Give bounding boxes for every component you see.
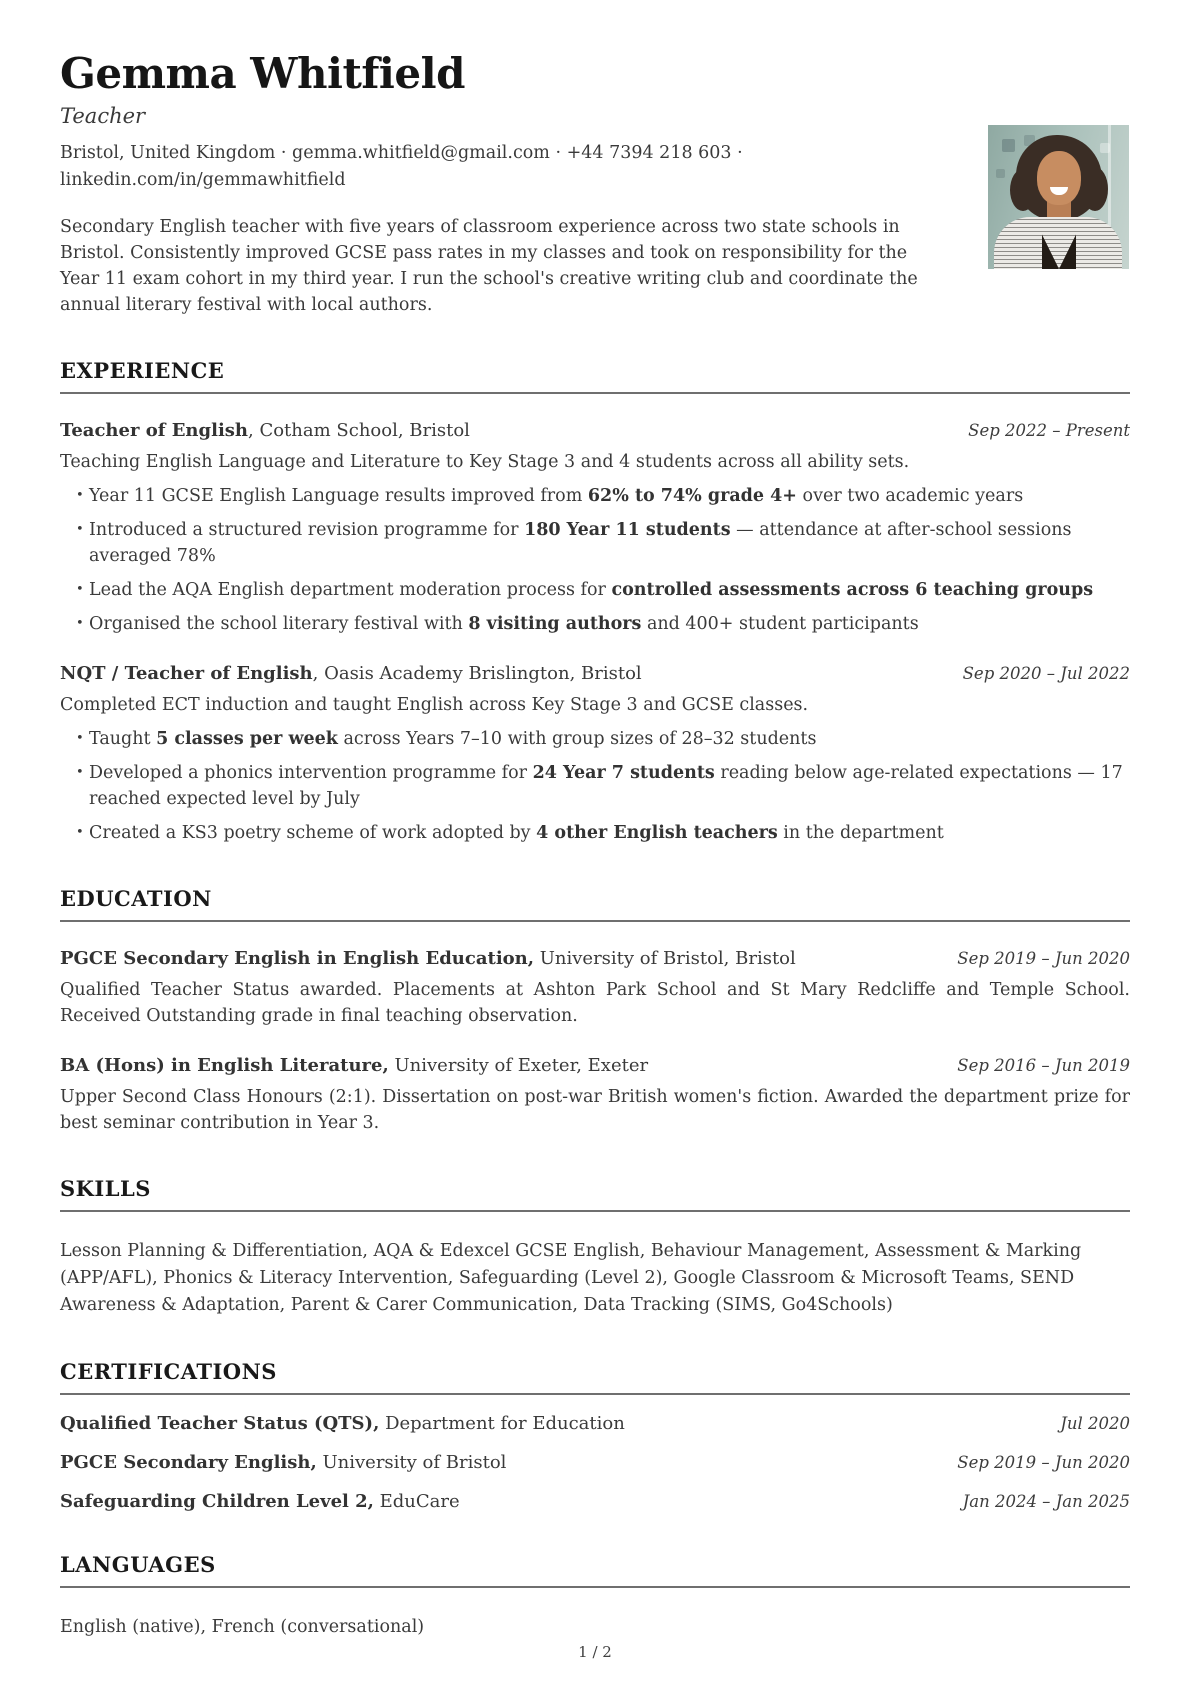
cert-date: Jul 2020 [1060, 1414, 1130, 1434]
bullet-item [60, 726, 1130, 752]
bullet-text: Lead the AQA English department moderation process for controlled assessments across 6 teaching groups [89, 580, 1094, 601]
cert-title-line [60, 1413, 625, 1434]
bullet-text: Organised the school literary festival with 8 visiting authors and 400+ student participants [89, 614, 919, 635]
job-detail: , Cotham School, Bristol [248, 420, 470, 442]
bullet-text: Introduced a structured revision programme for 180 Year 11 students — attendance at after-school sessions averaged 78% [89, 520, 1072, 567]
section-heading-education: EDUCATION [60, 886, 212, 912]
degree-description: Qualified Teacher Status awarded. Placements at Ashton Park School and St Mary Redcliffe and Temple School. Received Outstanding grade in final teaching observation. [60, 980, 1130, 1027]
bullet-marker: • [76, 488, 84, 504]
bullet-text: Developed a phonics intervention programme for 24 Year 7 students reading below age-related expectations — 17 reached expected level by July [89, 763, 1123, 810]
degree-title-line [60, 948, 796, 969]
page-title: Gemma Whitfield [60, 49, 465, 98]
job-title-line [60, 663, 642, 684]
section-divider [60, 1393, 1130, 1395]
section-heading-experience: EXPERIENCE [60, 358, 225, 384]
bullet-item [60, 577, 1130, 603]
bullet-item [60, 517, 1130, 569]
section-experience [60, 358, 1130, 846]
cert-name: Safeguarding Children Level 2, [60, 1491, 374, 1513]
bullet-item [60, 760, 1130, 812]
photo-background-detail [1002, 139, 1015, 152]
bullet-marker: • [76, 522, 84, 538]
photo-striped-blazer [994, 217, 1122, 269]
bullet-text: Year 11 GCSE English Language results improved from 62% to 74% grade 4+ over two academic years [89, 486, 1024, 507]
degree-detail: University of Exeter, Exeter [388, 1055, 649, 1077]
degree-title: PGCE Secondary English in English Education, [60, 948, 535, 970]
job-title-line [60, 420, 470, 441]
section-heading-languages: LANGUAGES [60, 1552, 216, 1578]
bullet-item [60, 820, 1130, 846]
job-date: Sep 2022 – Present [968, 421, 1130, 441]
page-number: 1 / 2 [578, 1643, 612, 1661]
cert-title-line [60, 1452, 506, 1473]
certification-list [60, 1413, 1130, 1512]
profile-summary: Secondary English teacher with five years of classroom experience across two state schools in Bristol. Consistently improved GCSE pass rates in my classes and took on responsibility for the Year 11 exam cohort in my third year. I run the school's creative writing club and coordinate the annual literary festival with local authors. [60, 217, 918, 316]
cert-date: Sep 2019 – Jun 2020 [957, 1453, 1130, 1473]
job-date: Sep 2020 – Jul 2022 [962, 664, 1130, 684]
degree-date: Sep 2016 – Jun 2019 [957, 1056, 1130, 1076]
section-languages [60, 1552, 1130, 1641]
experience-entries [60, 420, 1130, 846]
section-certifications [60, 1359, 1130, 1512]
degree-detail: University of Bristol, Bristol [534, 948, 796, 970]
cert-detail: EduCare [373, 1491, 460, 1513]
job-description: Completed ECT induction and taught English across Key Stage 3 and GCSE classes. [60, 695, 809, 716]
bullet-item [60, 611, 1130, 637]
bullet-marker: • [76, 765, 84, 781]
experience-entry [60, 420, 1130, 637]
job-bullets [60, 483, 1130, 637]
cert-name: PGCE Secondary English, [60, 1452, 317, 1474]
education-entries [60, 948, 1130, 1136]
bullet-marker: • [76, 731, 84, 747]
section-divider [60, 1210, 1130, 1212]
cert-detail: Department for Education [379, 1413, 625, 1435]
cert-detail: University of Bristol [316, 1452, 507, 1474]
section-divider [60, 920, 1130, 922]
section-skills [60, 1176, 1130, 1319]
certification-row [60, 1491, 1130, 1512]
job-detail: , Oasis Academy Brislington, Bristol [312, 663, 642, 685]
degree-title-line [60, 1055, 648, 1076]
section-education [60, 886, 1130, 1136]
degree-header-row [60, 1055, 1130, 1076]
degree-title: BA (Hons) in English Literature, [60, 1055, 389, 1077]
cert-name: Qualified Teacher Status (QTS), [60, 1413, 380, 1435]
cert-title-line [60, 1491, 460, 1512]
skills-list-text: Lesson Planning & Differentiation, AQA & Edexcel GCSE English, Behaviour Management, Assessment & Marking (APP/AFL), Phonics & Literacy Intervention, Safeguarding (Level 2), Google Classroom & Microsoft Teams, SEND Awareness & Adaptation, Parent & Carer Communication, Data Tracking (SIMS, Go4Schools) [60, 1241, 1082, 1316]
degree-date: Sep 2019 – Jun 2020 [957, 949, 1130, 969]
cert-date: Jan 2024 – Jan 2025 [962, 1492, 1130, 1512]
resume-header [60, 0, 1130, 318]
bullet-marker: • [76, 616, 84, 632]
bullet-item [60, 483, 1130, 509]
bullet-marker: • [76, 825, 84, 841]
photo-face [1037, 151, 1081, 205]
section-heading-certifications: CERTIFICATIONS [60, 1359, 277, 1385]
job-role-subtitle: Teacher [60, 104, 146, 129]
bullet-marker: • [76, 582, 84, 598]
degree-header-row [60, 948, 1130, 969]
job-title: NQT / Teacher of English [60, 663, 313, 685]
degree-description: Upper Second Class Honours (2:1). Dissertation on post-war British women's fiction. Awarded the department prize for best seminar contribution in Year 3. [60, 1087, 1130, 1134]
languages-list-text: English (native), French (conversational) [60, 1617, 425, 1638]
contact-line-2: linkedin.com/in/gemmawhitfield [60, 170, 346, 191]
bullet-text: Taught 5 classes per week across Years 7–10 with group sizes of 28–32 students [89, 729, 817, 750]
certification-row [60, 1413, 1130, 1434]
section-divider [60, 1586, 1130, 1588]
contact-info [60, 140, 940, 194]
education-entry [60, 1055, 1130, 1136]
bullet-text: Created a KS3 poetry scheme of work adopted by 4 other English teachers in the department [89, 823, 944, 844]
education-entry [60, 948, 1130, 1029]
job-title: Teacher of English [60, 420, 248, 442]
contact-line-1: Bristol, United Kingdom · gemma.whitfield@gmail.com · +44 7394 218 603 · [60, 143, 743, 164]
section-divider [60, 392, 1130, 394]
job-bullets [60, 726, 1130, 846]
job-header-row [60, 663, 1130, 684]
job-header-row [60, 420, 1130, 441]
certification-row [60, 1452, 1130, 1473]
section-heading-skills: SKILLS [60, 1176, 151, 1202]
photo-background-detail [996, 169, 1005, 178]
experience-entry [60, 663, 1130, 846]
profile-photo [988, 125, 1129, 269]
job-description: Teaching English Language and Literature to Key Stage 3 and 4 students across all ability sets. [60, 452, 910, 473]
